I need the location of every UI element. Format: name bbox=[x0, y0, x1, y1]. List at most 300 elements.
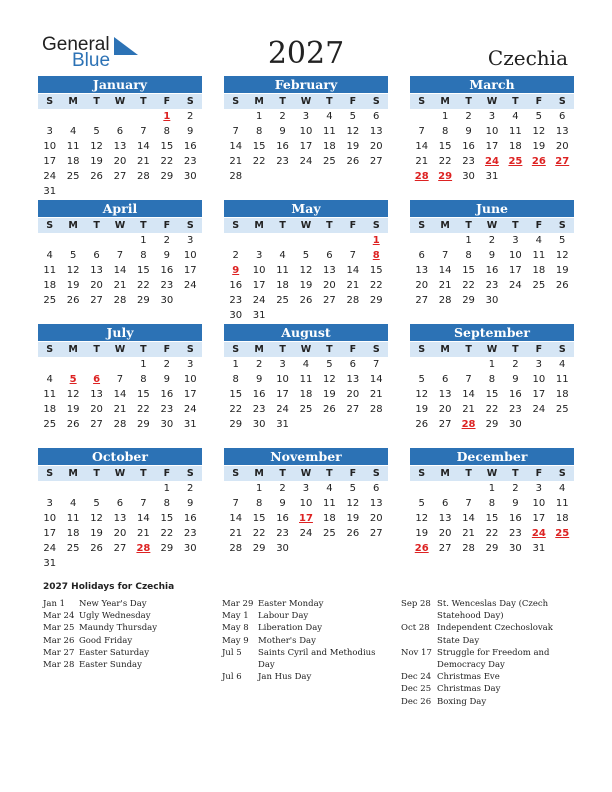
weekday-header bbox=[410, 94, 574, 109]
empty-day-cell bbox=[504, 293, 527, 308]
weekday-label: W bbox=[300, 468, 312, 479]
week-row bbox=[224, 124, 388, 139]
day-cell: 26 bbox=[90, 171, 103, 182]
day-cell: 18 bbox=[43, 404, 57, 415]
weekday-label: S bbox=[232, 220, 240, 231]
week-row bbox=[410, 248, 574, 263]
empty-day-cell bbox=[294, 417, 317, 432]
weekday-label: W bbox=[300, 344, 312, 355]
day-cell: 11 bbox=[323, 498, 336, 509]
day-cell: 2 bbox=[187, 111, 194, 122]
weekday-label: W bbox=[486, 220, 498, 231]
day-cell: 5 bbox=[326, 359, 333, 370]
empty-day-cell bbox=[108, 109, 131, 124]
day-cell: 4 bbox=[46, 374, 53, 385]
empty-day-cell bbox=[527, 417, 550, 432]
holiday-date: Mar 25 bbox=[43, 623, 75, 634]
week-row bbox=[38, 481, 202, 496]
day-cell: 14 bbox=[113, 389, 127, 400]
day-cell: 3 bbox=[255, 250, 263, 261]
holiday-item bbox=[43, 647, 213, 659]
day-cell: 9 bbox=[255, 374, 263, 385]
day-cell: 1 bbox=[488, 359, 496, 370]
day-cell: 30 bbox=[183, 171, 197, 182]
weekday-header bbox=[224, 342, 388, 357]
holiday-day-cell: 9 bbox=[232, 265, 240, 276]
weekday-label: T bbox=[93, 220, 100, 231]
day-cell: 16 bbox=[183, 513, 197, 524]
holiday-day-cell: 1 bbox=[163, 111, 171, 122]
weekday-label: S bbox=[46, 96, 54, 107]
empty-day-cell bbox=[410, 357, 433, 372]
holiday-day-cell: 17 bbox=[299, 513, 313, 524]
day-cell: 24 bbox=[299, 156, 313, 167]
empty-day-cell bbox=[318, 417, 341, 432]
day-cell: 5 bbox=[93, 498, 100, 509]
empty-day-cell bbox=[132, 481, 155, 496]
month-title: May bbox=[224, 200, 388, 217]
week-row bbox=[224, 417, 388, 432]
day-cell: 15 bbox=[229, 389, 243, 400]
day-cell: 19 bbox=[66, 280, 80, 291]
day-cell: 25 bbox=[43, 295, 57, 306]
day-cell: 14 bbox=[137, 141, 150, 152]
weekday-label: S bbox=[372, 468, 380, 479]
day-cell: 28 bbox=[462, 543, 475, 554]
week-row bbox=[224, 293, 388, 308]
weekday-label: S bbox=[558, 220, 566, 231]
day-cell: 8 bbox=[255, 126, 263, 137]
day-cell: 26 bbox=[346, 156, 360, 167]
day-cell: 25 bbox=[299, 404, 313, 415]
weekday-label: W bbox=[114, 468, 126, 479]
weekday-label: F bbox=[535, 468, 543, 479]
day-cell: 19 bbox=[415, 404, 429, 415]
day-cell: 7 bbox=[349, 250, 356, 261]
empty-day-cell bbox=[341, 308, 364, 323]
empty-day-cell bbox=[365, 169, 388, 184]
day-cell: 2 bbox=[255, 359, 263, 370]
day-cell: 21 bbox=[438, 280, 452, 291]
day-cell: 9 bbox=[163, 250, 170, 261]
empty-day-cell bbox=[179, 184, 202, 199]
holiday-date: Jul 6 bbox=[222, 672, 242, 683]
day-cell: 27 bbox=[323, 295, 336, 306]
week-row bbox=[224, 308, 388, 323]
day-cell: 22 bbox=[137, 404, 150, 415]
empty-day-cell bbox=[224, 481, 247, 496]
empty-day-cell bbox=[85, 109, 108, 124]
empty-day-cell bbox=[527, 293, 550, 308]
weekday-label: W bbox=[114, 344, 126, 355]
empty-day-cell bbox=[132, 556, 155, 571]
holiday-date: Oct 28 bbox=[401, 623, 430, 634]
weekday-label: S bbox=[372, 220, 380, 231]
day-cell: 31 bbox=[183, 419, 197, 430]
day-cell: 17 bbox=[299, 141, 313, 152]
day-cell: 11 bbox=[323, 126, 336, 137]
holidays-title: 2027 Holidays for Czechia bbox=[43, 582, 175, 592]
day-cell: 26 bbox=[66, 295, 80, 306]
weekday-label: M bbox=[254, 468, 264, 479]
day-cell: 20 bbox=[369, 141, 383, 152]
day-cell: 12 bbox=[555, 250, 569, 261]
holiday-item bbox=[222, 622, 392, 634]
day-cell: 19 bbox=[66, 404, 80, 415]
empty-day-cell bbox=[410, 233, 433, 248]
holiday-item bbox=[43, 635, 213, 647]
month-title: September bbox=[410, 324, 574, 341]
day-cell: 4 bbox=[535, 235, 542, 246]
day-cell: 16 bbox=[276, 513, 289, 524]
holiday-name: Struggle for Freedom and Democracy Day bbox=[437, 647, 550, 671]
day-cell: 1 bbox=[465, 235, 472, 246]
month-title: June bbox=[410, 200, 574, 217]
day-cell: 13 bbox=[90, 389, 103, 400]
week-row bbox=[410, 278, 574, 293]
day-cell: 28 bbox=[438, 295, 452, 306]
day-cell: 17 bbox=[276, 389, 289, 400]
day-cell: 19 bbox=[299, 280, 313, 291]
empty-day-cell bbox=[551, 541, 574, 556]
weekday-label: T bbox=[326, 96, 333, 107]
day-cell: 11 bbox=[555, 374, 569, 385]
empty-day-cell bbox=[271, 308, 294, 323]
empty-day-cell bbox=[294, 541, 317, 556]
empty-day-cell bbox=[108, 184, 131, 199]
day-cell: 29 bbox=[369, 295, 383, 306]
empty-day-cell bbox=[108, 556, 131, 571]
empty-day-cell bbox=[271, 169, 294, 184]
day-cell: 16 bbox=[485, 265, 499, 276]
weekday-label: F bbox=[349, 344, 357, 355]
day-cell: 23 bbox=[485, 280, 499, 291]
day-cell: 16 bbox=[462, 141, 475, 152]
day-cell: 25 bbox=[532, 280, 546, 291]
day-cell: 17 bbox=[183, 389, 197, 400]
day-cell: 27 bbox=[90, 419, 103, 430]
day-cell: 8 bbox=[465, 250, 472, 261]
weekday-label: W bbox=[486, 96, 498, 107]
day-cell: 12 bbox=[346, 498, 360, 509]
day-cell: 13 bbox=[438, 389, 452, 400]
day-cell: 30 bbox=[462, 171, 475, 182]
month-december bbox=[410, 448, 574, 556]
day-cell: 12 bbox=[90, 141, 103, 152]
day-cell: 12 bbox=[66, 389, 80, 400]
week-row bbox=[410, 293, 574, 308]
week-row bbox=[410, 169, 574, 184]
day-cell: 15 bbox=[252, 513, 266, 524]
empty-day-cell bbox=[247, 169, 270, 184]
holiday-date: Mar 24 bbox=[43, 611, 75, 622]
day-cell: 6 bbox=[116, 498, 124, 509]
holiday-day-cell: 8 bbox=[372, 250, 380, 261]
day-cell: 5 bbox=[302, 250, 310, 261]
day-cell: 14 bbox=[415, 141, 429, 152]
weekday-label: S bbox=[418, 220, 426, 231]
day-cell: 29 bbox=[252, 543, 266, 554]
holiday-item bbox=[401, 598, 576, 622]
day-cell: 9 bbox=[187, 126, 194, 137]
week-row bbox=[38, 556, 202, 571]
day-cell: 24 bbox=[183, 404, 197, 415]
day-cell: 9 bbox=[512, 374, 519, 385]
day-cell: 6 bbox=[349, 359, 356, 370]
day-cell: 11 bbox=[555, 498, 569, 509]
weekday-label: F bbox=[349, 220, 357, 231]
day-cell: 22 bbox=[462, 280, 475, 291]
day-cell: 4 bbox=[302, 359, 310, 370]
holiday-date: Dec 24 bbox=[401, 672, 432, 683]
day-cell: 15 bbox=[160, 141, 174, 152]
holiday-item bbox=[222, 647, 392, 671]
empty-day-cell bbox=[365, 541, 388, 556]
week-row bbox=[224, 402, 388, 417]
day-cell: 3 bbox=[187, 235, 194, 246]
day-cell: 4 bbox=[559, 359, 566, 370]
day-cell: 22 bbox=[485, 404, 499, 415]
day-cell: 15 bbox=[485, 389, 499, 400]
week-row bbox=[410, 233, 574, 248]
day-cell: 12 bbox=[66, 265, 80, 276]
week-row bbox=[224, 387, 388, 402]
day-cell: 19 bbox=[90, 156, 103, 167]
holiday-name: Christmas Eve bbox=[437, 672, 500, 683]
day-cell: 31 bbox=[485, 171, 499, 182]
weekday-label: T bbox=[512, 344, 519, 355]
weekday-label: S bbox=[558, 96, 566, 107]
day-cell: 28 bbox=[137, 171, 150, 182]
empty-day-cell bbox=[271, 233, 294, 248]
day-cell: 14 bbox=[369, 374, 383, 385]
weekday-label: M bbox=[254, 220, 264, 231]
holiday-date: Mar 27 bbox=[43, 647, 75, 658]
day-cell: 27 bbox=[438, 419, 452, 430]
weekday-label: F bbox=[163, 468, 171, 479]
day-cell: 3 bbox=[302, 111, 310, 122]
day-cell: 4 bbox=[279, 250, 286, 261]
day-cell: 13 bbox=[555, 126, 569, 137]
weekday-label: M bbox=[68, 344, 78, 355]
week-row bbox=[410, 387, 574, 402]
day-cell: 6 bbox=[116, 126, 124, 137]
holiday-date: Mar 26 bbox=[43, 635, 75, 646]
day-cell: 21 bbox=[462, 528, 475, 539]
day-cell: 20 bbox=[90, 404, 103, 415]
day-cell: 18 bbox=[532, 265, 546, 276]
day-cell: 13 bbox=[369, 126, 383, 137]
holiday-column bbox=[222, 598, 392, 683]
holiday-item bbox=[401, 647, 576, 671]
day-cell: 30 bbox=[485, 295, 499, 306]
day-cell: 6 bbox=[93, 250, 100, 261]
month-title: December bbox=[410, 448, 574, 465]
day-cell: 10 bbox=[252, 265, 266, 276]
empty-day-cell bbox=[61, 357, 84, 372]
holiday-name: Maundy Thursday bbox=[79, 623, 158, 634]
empty-day-cell bbox=[457, 357, 480, 372]
holiday-date: Jan 1 bbox=[43, 599, 66, 609]
week-row bbox=[410, 357, 574, 372]
empty-day-cell bbox=[341, 169, 364, 184]
day-cell: 23 bbox=[252, 404, 266, 415]
day-cell: 29 bbox=[485, 419, 499, 430]
holiday-day-cell: 24 bbox=[485, 156, 499, 167]
day-cell: 8 bbox=[232, 374, 239, 385]
empty-day-cell bbox=[61, 109, 84, 124]
weekday-label: W bbox=[114, 220, 126, 231]
day-cell: 29 bbox=[137, 295, 150, 306]
day-cell: 10 bbox=[299, 126, 313, 137]
holiday-name: Mother's Day bbox=[258, 635, 316, 646]
weekday-label: S bbox=[558, 344, 566, 355]
holiday-date: Dec 25 bbox=[401, 684, 432, 695]
weekday-label: T bbox=[93, 344, 100, 355]
day-cell: 30 bbox=[276, 543, 289, 554]
day-cell: 20 bbox=[346, 389, 360, 400]
day-cell: 23 bbox=[160, 404, 174, 415]
week-row bbox=[38, 233, 202, 248]
day-cell: 11 bbox=[66, 513, 80, 524]
empty-day-cell bbox=[38, 357, 61, 372]
weekday-label: F bbox=[349, 96, 357, 107]
day-cell: 18 bbox=[509, 141, 522, 152]
day-cell: 4 bbox=[46, 250, 53, 261]
week-row bbox=[38, 402, 202, 417]
day-cell: 15 bbox=[137, 389, 150, 400]
day-cell: 17 bbox=[183, 265, 197, 276]
holiday-name: Christmas Day bbox=[437, 684, 501, 695]
weekday-label: T bbox=[140, 344, 147, 355]
weekday-label: S bbox=[418, 344, 426, 355]
week-row bbox=[38, 169, 202, 184]
day-cell: 28 bbox=[229, 171, 243, 182]
day-cell: 8 bbox=[255, 498, 263, 509]
day-cell: 18 bbox=[323, 141, 336, 152]
day-cell: 1 bbox=[441, 111, 449, 122]
month-title: November bbox=[224, 448, 388, 465]
holiday-date: May 1 bbox=[222, 611, 249, 622]
holiday-item bbox=[43, 610, 213, 622]
week-row bbox=[410, 496, 574, 511]
day-cell: 8 bbox=[163, 498, 170, 509]
day-cell: 31 bbox=[252, 310, 266, 321]
week-row bbox=[410, 154, 574, 169]
weekday-label: S bbox=[232, 96, 240, 107]
empty-day-cell bbox=[318, 541, 341, 556]
day-cell: 5 bbox=[559, 235, 566, 246]
day-cell: 14 bbox=[229, 141, 243, 152]
day-cell: 7 bbox=[465, 374, 472, 385]
day-cell: 12 bbox=[299, 265, 313, 276]
day-cell: 18 bbox=[323, 513, 336, 524]
week-row bbox=[38, 511, 202, 526]
day-cell: 30 bbox=[229, 310, 243, 321]
day-cell: 27 bbox=[369, 528, 383, 539]
day-cell: 2 bbox=[488, 235, 496, 246]
week-row bbox=[38, 263, 202, 278]
day-cell: 27 bbox=[369, 156, 383, 167]
day-cell: 21 bbox=[462, 404, 475, 415]
day-cell: 24 bbox=[43, 171, 57, 182]
day-cell: 11 bbox=[276, 265, 289, 276]
day-cell: 18 bbox=[43, 280, 57, 291]
weekday-label: F bbox=[535, 344, 543, 355]
day-cell: 8 bbox=[488, 498, 496, 509]
weekday-label: S bbox=[372, 96, 380, 107]
week-row bbox=[224, 372, 388, 387]
month-title: April bbox=[38, 200, 202, 217]
day-cell: 2 bbox=[512, 483, 519, 494]
week-row bbox=[38, 541, 202, 556]
day-cell: 7 bbox=[116, 374, 124, 385]
week-row bbox=[410, 481, 574, 496]
day-cell: 25 bbox=[66, 543, 80, 554]
weekday-label: T bbox=[465, 344, 472, 355]
empty-day-cell bbox=[132, 184, 155, 199]
day-cell: 11 bbox=[532, 250, 546, 261]
day-cell: 24 bbox=[509, 280, 522, 291]
day-cell: 25 bbox=[323, 156, 336, 167]
day-cell: 28 bbox=[113, 419, 127, 430]
week-row bbox=[38, 124, 202, 139]
week-row bbox=[38, 109, 202, 124]
month-january bbox=[38, 76, 202, 199]
day-cell: 26 bbox=[90, 543, 103, 554]
day-cell: 25 bbox=[323, 528, 336, 539]
holiday-day-cell: 26 bbox=[414, 543, 429, 554]
empty-day-cell bbox=[61, 233, 84, 248]
weekday-header bbox=[410, 466, 574, 481]
day-cell: 15 bbox=[438, 141, 452, 152]
empty-day-cell bbox=[341, 541, 364, 556]
calendar-year: 2027 bbox=[267, 36, 345, 71]
holiday-item bbox=[401, 683, 576, 695]
day-cell: 7 bbox=[465, 498, 472, 509]
day-cell: 6 bbox=[559, 111, 566, 122]
empty-day-cell bbox=[85, 233, 108, 248]
week-row bbox=[38, 184, 202, 199]
day-cell: 17 bbox=[43, 156, 57, 167]
weekday-label: T bbox=[326, 468, 333, 479]
day-cell: 7 bbox=[441, 250, 449, 261]
day-cell: 18 bbox=[66, 528, 80, 539]
weekday-label: T bbox=[140, 220, 147, 231]
holiday-day-cell: 6 bbox=[93, 374, 101, 385]
day-cell: 30 bbox=[252, 419, 266, 430]
day-cell: 8 bbox=[441, 126, 449, 137]
day-cell: 11 bbox=[299, 374, 313, 385]
day-cell: 10 bbox=[509, 250, 522, 261]
weekday-label: T bbox=[93, 468, 100, 479]
holiday-name: Liberation Day bbox=[258, 623, 323, 634]
weekday-label: W bbox=[114, 96, 126, 107]
week-row bbox=[224, 357, 388, 372]
day-cell: 21 bbox=[137, 528, 150, 539]
empty-day-cell bbox=[224, 233, 247, 248]
week-row bbox=[38, 139, 202, 154]
day-cell: 9 bbox=[279, 126, 286, 137]
holiday-name: Saints Cyril and Methodius Day bbox=[258, 647, 376, 671]
day-cell: 26 bbox=[346, 528, 360, 539]
day-cell: 4 bbox=[69, 126, 77, 137]
day-cell: 19 bbox=[555, 265, 569, 276]
empty-day-cell bbox=[433, 233, 456, 248]
weekday-label: S bbox=[372, 344, 380, 355]
holiday-day-cell: 25 bbox=[508, 156, 523, 167]
day-cell: 29 bbox=[160, 171, 174, 182]
